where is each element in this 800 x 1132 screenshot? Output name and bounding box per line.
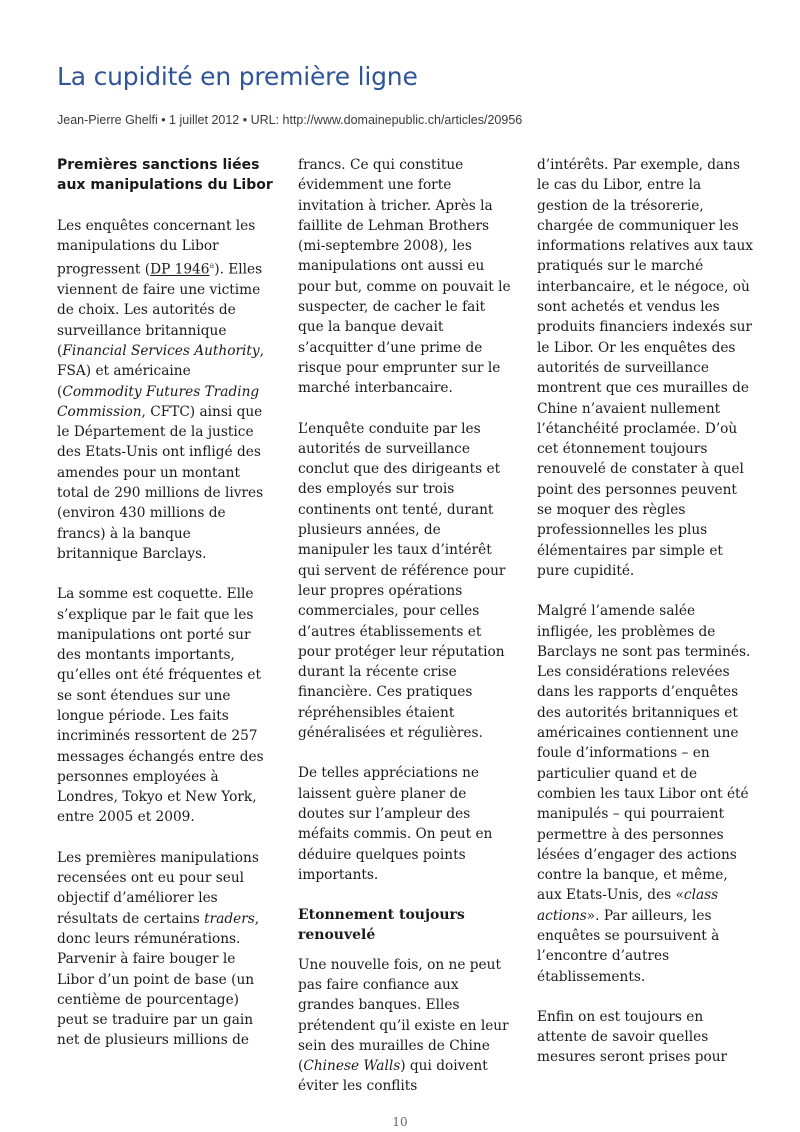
italic-term: Chinese Walls <box>303 1058 401 1075</box>
italic-term: traders <box>204 910 255 927</box>
text-run: Une nouvelle fois, on ne peut pas faire confiance aux grandes banques. Elles prétendent qu’il existe en leur sein des murailles de Chine ( <box>298 956 509 1075</box>
italic-term: Financial Services Authority <box>62 342 260 359</box>
text-run: ). Elles viennent de faire une victime de choix. Les autorités de surveillance britannique ( <box>57 261 263 359</box>
text-run: Les enquêtes concernant les manipulations du Libor progressent ( <box>57 217 256 278</box>
paragraph <box>537 601 753 987</box>
column-2 <box>298 155 514 1117</box>
text-run: , CFTC) ainsi que le Département de la justice des Etats-Unis ont infligé des amendes pour un montant total de 290 millions de livres (environ 430 millions de francs) à la banque britannique Barclays. <box>57 403 264 562</box>
text-run: Les premières manipulations recensées ont eu pour seul objectif d’améliorer les résultats de certains <box>57 849 259 927</box>
text-run: ) qui doivent éviter les conflits <box>298 1058 488 1095</box>
paragraph: Enfin on est toujours en attente de savoir quelles mesures seront prises pour <box>537 1008 728 1066</box>
text-run: ». Par ailleurs, les enquêtes se poursuivent à l’encontre d’autres établissements. <box>537 907 720 985</box>
article-byline: Jean-Pierre Ghelfi • 1 juillet 2012 • URL: http://www.domainepublic.ch/articles/20956 <box>57 113 523 127</box>
italic-term: class actions <box>537 887 719 924</box>
paragraph: La somme est coquette. Elle s’explique par le fait que les manipulations ont porté sur des montants importants, qu’elles ont été fréquentes et se sont étendues sur une longue période. Les faits incriminés ressortent de 257 messages échangés entre des personnes employées à Londres, Tokyo et New York, entre 2005 et 2009. <box>57 586 264 826</box>
text-run: , donc leurs rémunérations. Parvenir à faire bouger le Libor d’un point de base (un centième de pourcentage) peut se traduire par un gain net de plusieurs millions de <box>57 910 260 1049</box>
paragraph <box>57 848 273 1051</box>
paragraph: L’enquête conduite par les autorités de surveillance conclut que des dirigeants et des employés sur trois continents ont tenté, durant plusieurs années, de manipuler les taux d’intérêt qui servent de référence pour leur propres opérations commerciales, pour celles d’autres établissements et pour protéger leur réputation durant la récente crise financière. Ces pratiques répréhensibles étaient généralisées et régulières. <box>298 420 506 742</box>
page-number: 10 <box>392 1115 408 1129</box>
column-3 <box>537 155 753 1088</box>
paragraph: d’intérêts. Par exemple, dans le cas du Libor, entre la gestion de la trésorerie, chargée de communiquer les informations relatives aux taux pratiqués sur le marché interbancaire, et le négoce, où sont achetés et vendus les produits financiers indexés sur le Libor. Or les enquêtes des autorités de surveillance montrent que ces murailles de Chine n’avaient nullement l’étanchéité proclamée. D’où cet étonnement toujours renouvelé de constater à quel point des personnes peuvent se moquer des règles professionnelles les plus élémentaires par simple et pure cupidité. <box>537 157 753 579</box>
section-heading: Etonnement toujours renouvelé <box>298 907 465 944</box>
paragraph <box>298 955 514 1097</box>
footnote-marker[interactable]: a <box>209 261 215 271</box>
italic-term: Commodity Futures Trading Commission <box>57 383 260 420</box>
text-run: , FSA) et américaine ( <box>57 342 264 400</box>
text-run: Malgré l’amende salée infligée, les problèmes de Barclays ne sont pas terminés. Les considérations relevées dans les rapports d’enquêtes des autorités britanniques et américaines contiennent une foule d’informations – en particulier quand et de combien les taux Libor ont été manipulés – qui pourraient permettre à des personnes lésées d’engager des actions contre la banque, et même, aux Etats-Unis, des « <box>537 603 751 904</box>
paragraph <box>57 216 273 565</box>
paragraph: De telles appréciations ne laissent guère planer de doutes sur l’ampleur des méfaits commis. On peut en déduire quelques points importants. <box>298 765 493 883</box>
paragraph: francs. Ce qui constitue évidemment une forte invitation à tricher. Après la faillite de Lehman Brothers (mi-septembre 2008), les manipulations ont aussi eu pour but, comme on pouvait le suspecter, de cacher le fait que la banque devait s’acquitter d’une prime de risque pour emprunter sur le marché interbancaire. <box>298 157 511 397</box>
article-title: La cupidité en première ligne <box>57 62 418 91</box>
column-1 <box>57 155 273 1071</box>
section-heading: Premières sanctions liées aux manipulations du Libor <box>57 157 273 194</box>
dp-link[interactable]: DP 1946 <box>150 261 210 278</box>
